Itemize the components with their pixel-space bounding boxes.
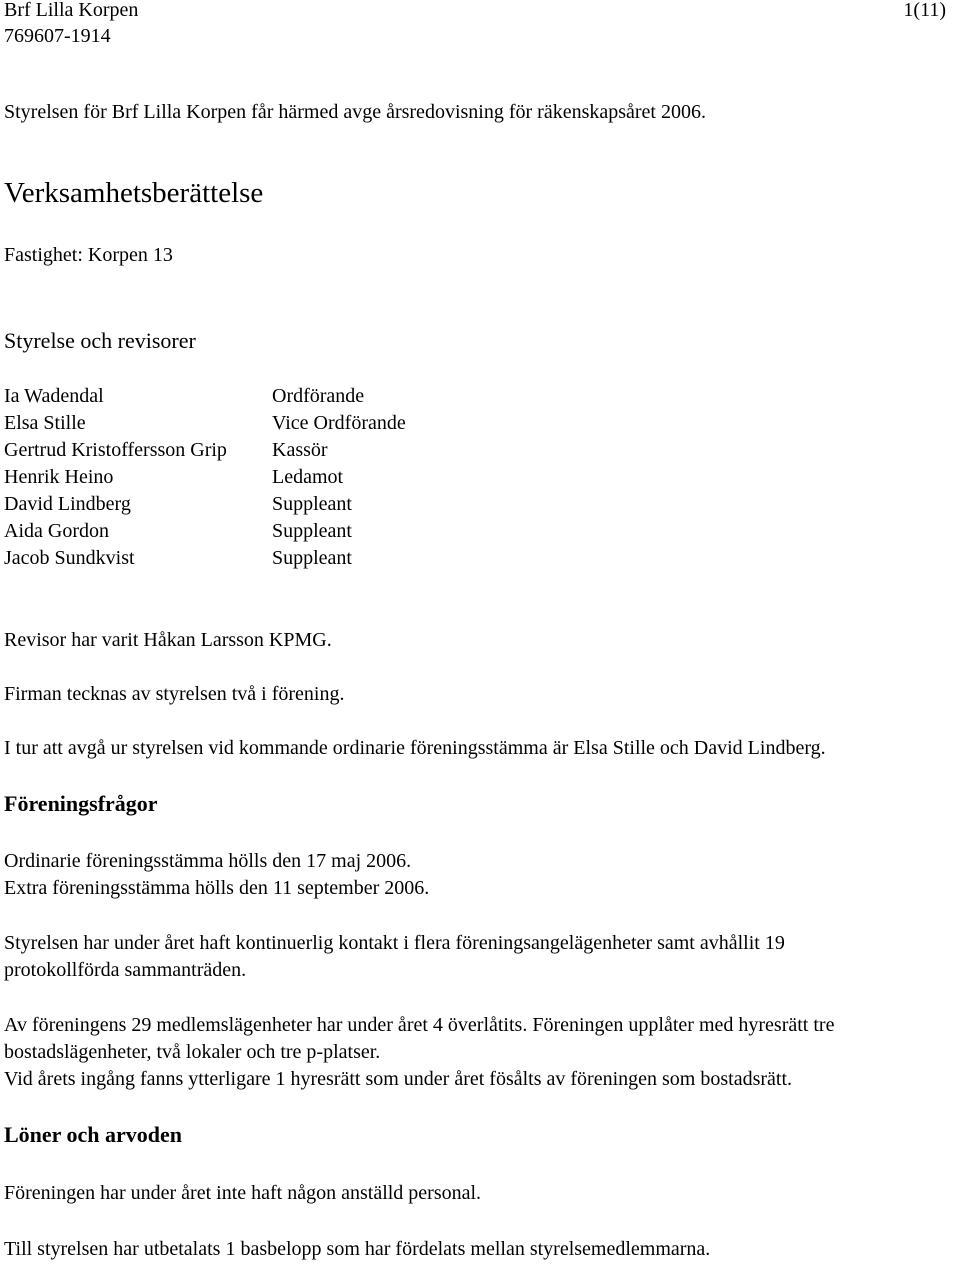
- salary-heading: Löner och arvoden: [4, 1122, 183, 1147]
- document-title: Verksamhetsberättelse: [4, 177, 264, 209]
- rotation-text: I tur att avgå ur styrelsen vid kommande ordinarie föreningsstämma är Elsa Stille och David Lindberg.: [4, 737, 826, 759]
- board-member-role: Suppleant: [272, 547, 352, 569]
- board-member-name: Gertrud Kristoffersson Grip: [4, 439, 227, 461]
- staff-text: Föreningen har under året inte haft någon anställd personal.: [4, 1182, 482, 1204]
- association-heading: Föreningsfrågor: [4, 791, 158, 816]
- extra-meeting-text: Extra föreningsstämma hölls den 11 september 2006.: [4, 877, 430, 899]
- board-member-role: Ordförande: [272, 385, 365, 407]
- organization-number: 769607-1914: [4, 25, 111, 47]
- members-text-line-3: Vid årets ingång fanns ytterligare 1 hyresrätt som under året fösålts av föreningen som bostadsrätt.: [4, 1068, 793, 1090]
- auditor-text: Revisor har varit Håkan Larsson KPMG.: [4, 629, 332, 651]
- board-member-role: Kassör: [272, 439, 328, 461]
- signing-text: Firman tecknas av styrelsen två i förening.: [4, 683, 345, 705]
- organization-name: Brf Lilla Korpen: [4, 0, 139, 21]
- board-member-role: Vice Ordförande: [272, 412, 406, 434]
- ordinary-meeting-text: Ordinarie föreningsstämma hölls den 17 maj 2006.: [4, 850, 412, 872]
- board-member-role: Ledamot: [272, 466, 344, 488]
- board-member-role: Suppleant: [272, 493, 352, 515]
- board-member-name: Ia Wadendal: [4, 385, 104, 407]
- payment-text: Till styrelsen har utbetalats 1 basbelopp som har fördelats mellan styrelsemedlemmarna.: [4, 1238, 711, 1260]
- contact-text-line-2: protokollförda sammanträden.: [4, 959, 247, 981]
- board-member-role: Suppleant: [272, 520, 352, 542]
- board-member-name: Elsa Stille: [4, 412, 86, 434]
- members-text-line-1: Av föreningens 29 medlemslägenheter har under året 4 överlåtits. Föreningen upplåter med hyresrätt tre: [4, 1014, 835, 1036]
- board-heading: Styrelse och revisorer: [4, 328, 196, 353]
- members-text-line-2: bostadslägenheter, två lokaler och tre p-platser.: [4, 1041, 381, 1063]
- board-member-name: Aida Gordon: [4, 520, 109, 542]
- intro-text: Styrelsen för Brf Lilla Korpen får härmed avge årsredovisning för räkenskapsåret 2006.: [4, 101, 706, 123]
- board-member-name: Henrik Heino: [4, 466, 114, 488]
- page-number: 1(11): [903, 0, 946, 21]
- board-member-name: David Lindberg: [4, 493, 131, 515]
- board-member-name: Jacob Sundkvist: [4, 547, 135, 569]
- property-text: Fastighet: Korpen 13: [4, 244, 173, 266]
- contact-text-line-1: Styrelsen har under året haft kontinuerlig kontakt i flera föreningsangelägenheter samt avhållit 19: [4, 932, 785, 954]
